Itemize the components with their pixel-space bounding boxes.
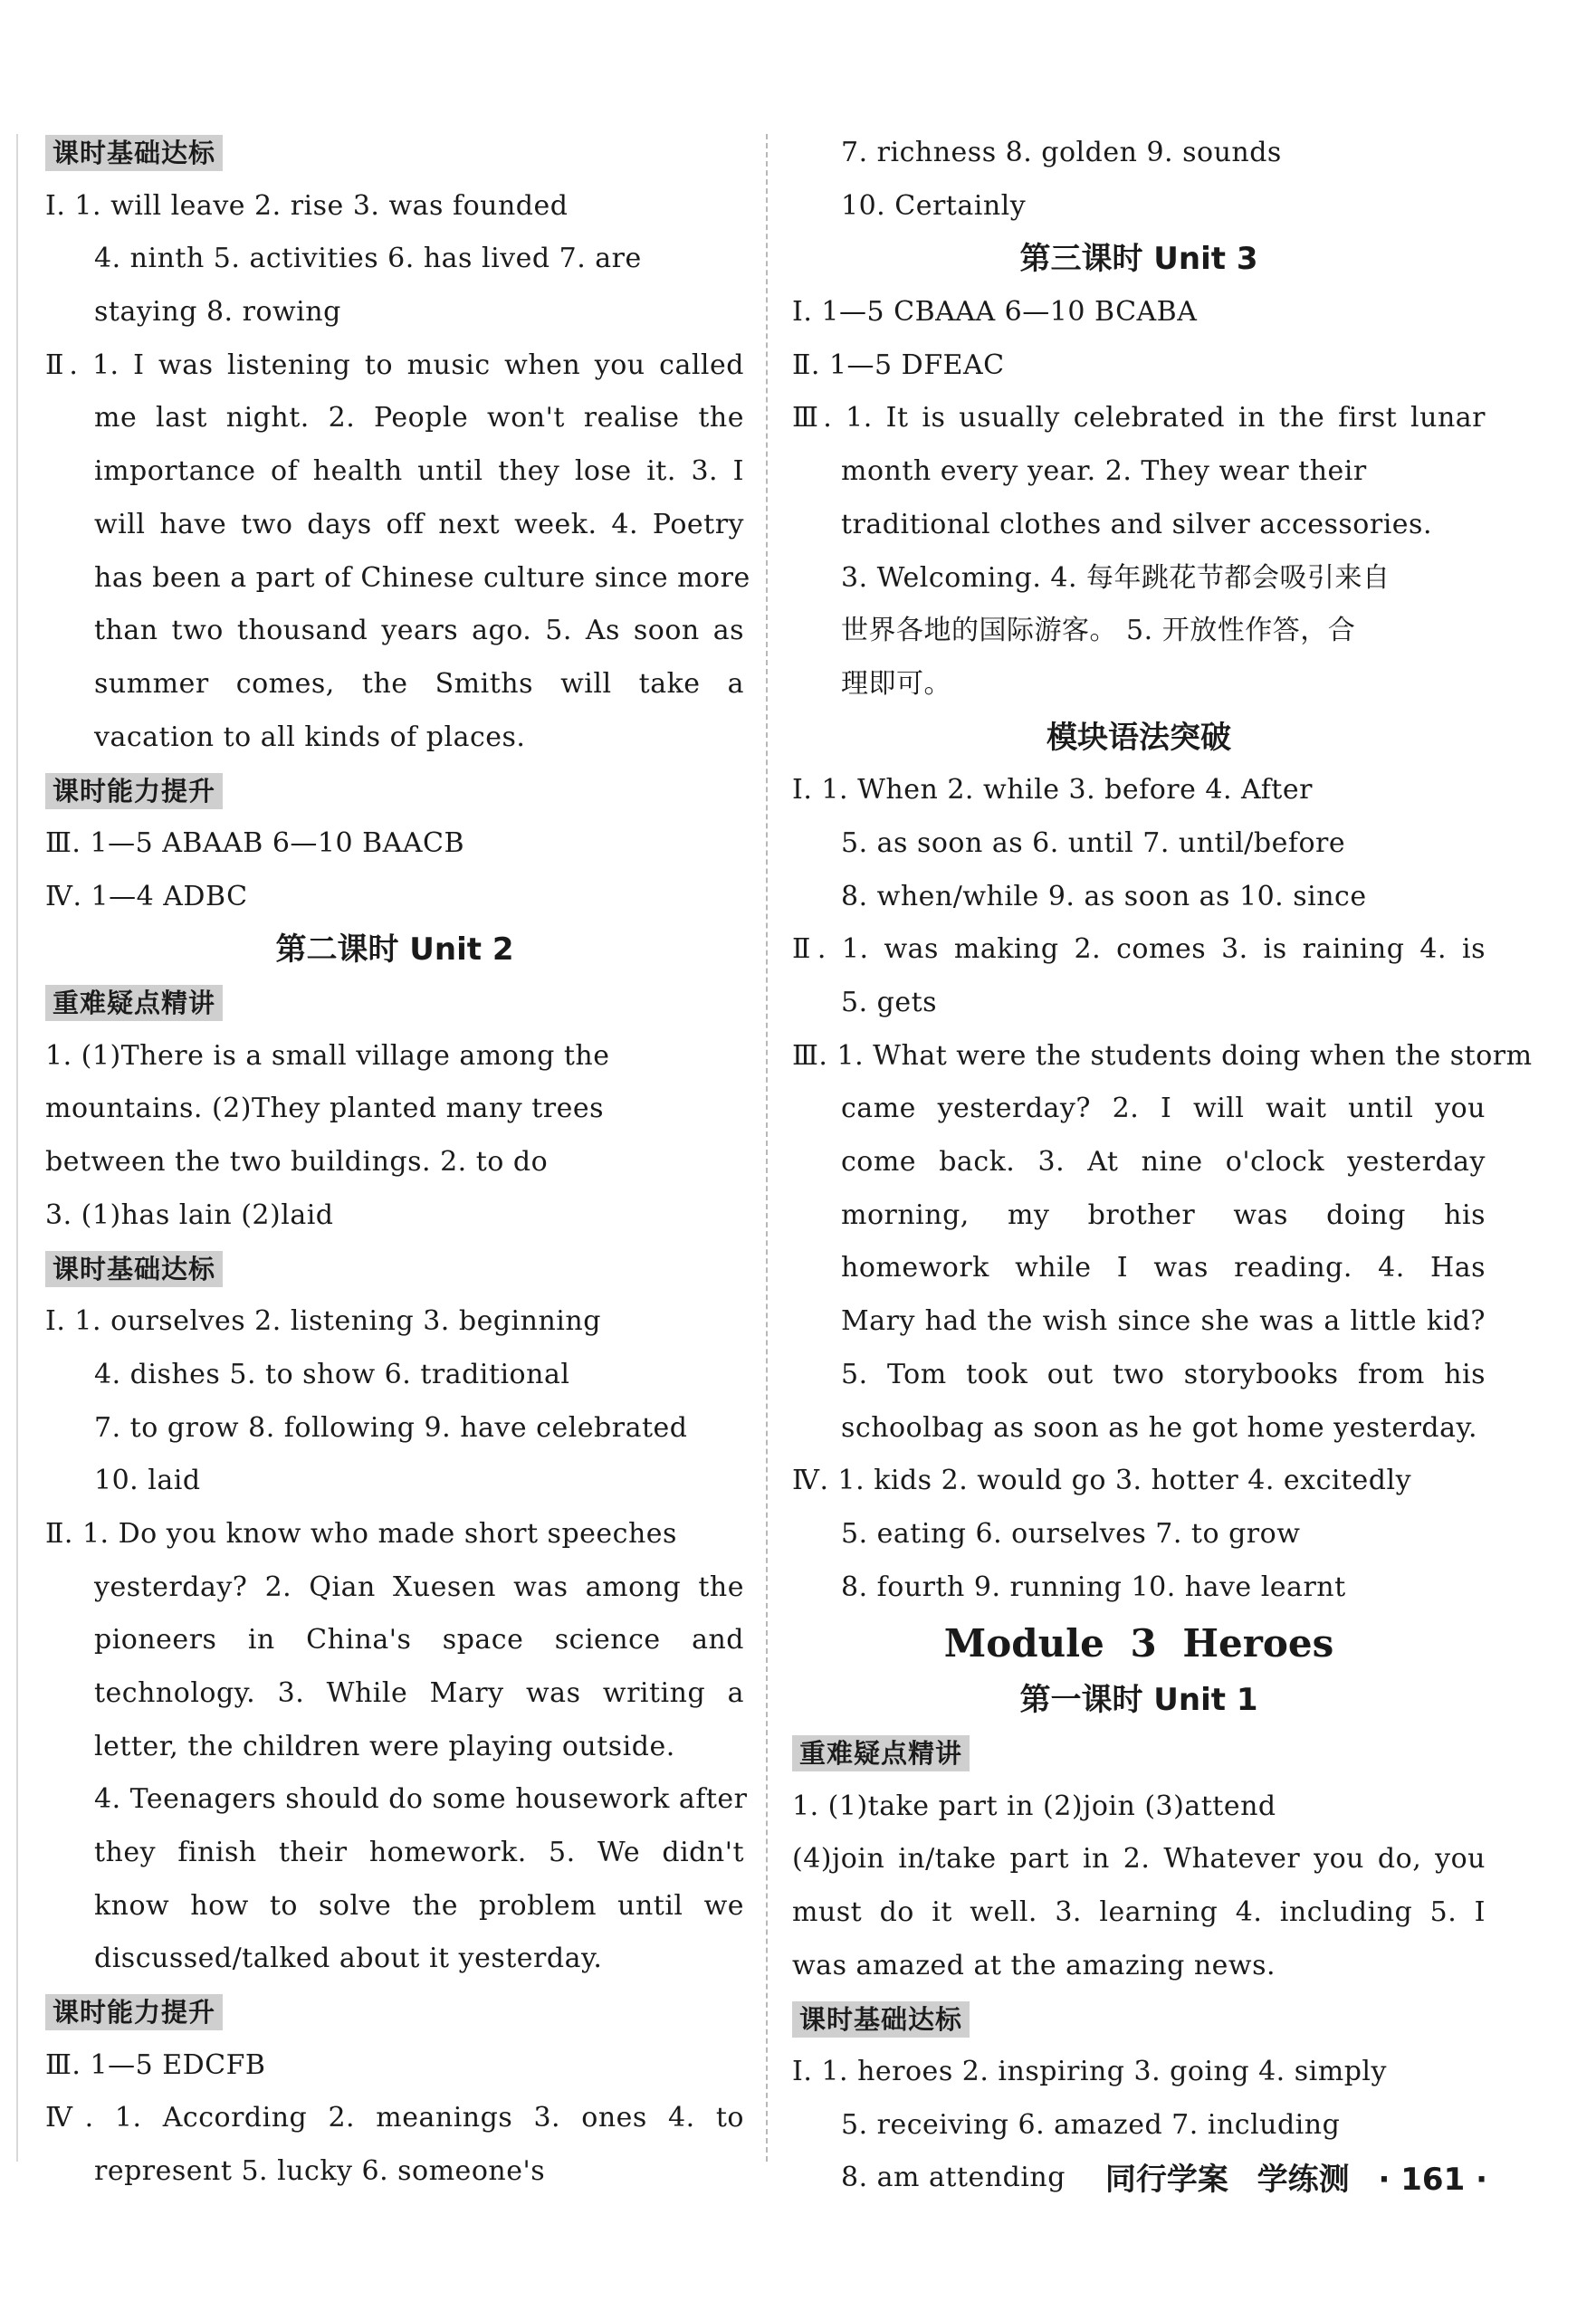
answer-line: homework while I was reading. 4. Has [841,1252,1486,1284]
answer-line: 理即可。 [841,667,951,700]
answer-line: 4. ninth 5. activities 6. has lived 7. are [94,243,642,275]
answer-line: Ⅰ. 1—5 CBAAA 6—10 BCABA [792,296,1198,329]
answer-line: between the two buildings. 2. to do [45,1146,549,1179]
footer-brand: 同行学案 [1104,2162,1228,2198]
answer-line: 7. to grow 8. following 9. have celebrated [94,1411,688,1444]
answer-line: pioneers in China's space science and [94,1624,744,1656]
section-tag-row [792,1992,1486,2046]
section-tag: 课时能力提升 [45,1994,223,2030]
section-tag: 重难疑点精讲 [792,1735,970,1771]
lesson-heading: 第二课时 Unit 2 [275,931,514,969]
answer-line: mountains. (2)They planted many trees [45,1093,605,1125]
answer-line: Mary had the wish since she was a little kid? [841,1305,1486,1338]
page-number: · 161 · [1378,2162,1487,2198]
module-heading: Module 3 Heroes [943,1621,1334,1666]
answer-line: 5. Tom took out two storybooks from his [841,1358,1486,1390]
section-tag: 重难疑点精讲 [45,985,223,1021]
column-divider [766,134,768,2162]
answer-line: represent 5. lucky 6. someone's [94,2155,546,2188]
answer-line: will have two days off next week. 4. Poetry [94,508,744,540]
section-tag-row [45,764,744,817]
answer-line: must do it well. 3. learning 4. including 5. I [792,1896,1486,1928]
answer-line: discussed/talked about it yesterday. [94,1943,603,1975]
answer-line: 5. eating 6. ourselves 7. to grow [841,1517,1301,1550]
answer-line: month every year. 2. They wear their [841,455,1367,488]
answer-line: 5. gets [841,987,938,1018]
lesson-heading: 第一课时 Unit 1 [1019,1682,1258,1719]
answer-line: yesterday? 2. Qian Xuesen was among the [94,1571,744,1603]
answer-line: 4. Teenagers should do some housework after [94,1783,748,1816]
right-column [792,127,1533,2205]
answer-line: Ⅳ. 1. kids 2. would go 3. hotter 4. excitedly [792,1465,1412,1497]
answer-line: 10. laid [94,1465,201,1497]
section-tag-row [792,1727,1486,1781]
answer-line: than two thousand years ago. 5. As soon as [94,615,744,647]
section-tag-row [45,1986,744,2039]
answer-line: vacation to all kinds of places. [94,721,526,753]
section-tag-row [45,977,744,1030]
answer-line: 1. (1)take part in (2)join (3)attend [792,1790,1276,1822]
answer-line: 3. (1)has lain (2)laid [45,1198,334,1231]
answer-line: 8. fourth 9. running 10. have learnt [841,1571,1346,1603]
answer-line: 5. as soon as 6. until 7. until/before [841,826,1346,859]
left-margin-rule [16,134,18,2162]
section-tag: 课时能力提升 [45,773,223,809]
answer-line: traditional clothes and silver accessories. [841,508,1432,540]
answer-line: they finish their homework. 5. We didn't [94,1837,744,1868]
answer-line: morning, my brother was doing his [841,1198,1486,1231]
answer-line: Ⅱ. 1. Do you know who made short speeches [45,1517,677,1550]
answer-line: Ⅱ. 1—5 DFEAC [792,348,1005,381]
section-tag-row [45,1242,744,1295]
answer-line: 8. when/while 9. as soon as 10. since [841,880,1367,912]
lesson-heading: 第三课时 Unit 3 [1019,241,1258,278]
answer-line: 4. dishes 5. to show 6. traditional [94,1358,570,1390]
answer-line: schoolbag as soon as he got home yesterday. [841,1411,1478,1444]
answer-line: was amazed at the amazing news. [792,1949,1276,1981]
answer-line: importance of health until they lose it. 3. I [94,455,744,488]
left-column [45,127,750,2199]
answer-line: Ⅰ. 1. ourselves 2. listening 3. beginning [45,1305,601,1338]
answer-line: 5. receiving 6. amazed 7. including [841,2108,1341,2141]
answer-line: Ⅳ. 1—4 ADBC [45,880,248,912]
section-tag: 课时基础达标 [792,2001,970,2038]
answer-line: Ⅲ. 1—5 EDCFB [45,2048,266,2081]
answer-line: Ⅱ. 1. was making 2. comes 3. is raining 4. is [792,933,1486,966]
answer-line: Ⅳ. 1. According 2. meanings 3. ones 4. to [45,2102,744,2134]
section-tag: 课时基础达标 [45,1251,223,1287]
answer-line: (4)join in/take part in 2. Whatever you do, you [792,1843,1486,1876]
answer-line: summer comes, the Smiths will take a [94,667,744,700]
answer-line: know how to solve the problem until we [94,1889,744,1922]
answer-line: 7. richness 8. golden 9. sounds [841,137,1282,168]
section-tag-row [45,127,744,180]
footer-series: 学练测 [1257,2162,1350,2198]
answer-line: Ⅰ. 1. heroes 2. inspiring 3. going 4. simply [792,2056,1387,2088]
answer-line: 10. Certainly [841,189,1027,222]
answer-line: come back. 3. At nine o'clock yesterday [841,1146,1486,1179]
answer-line: has been a part of Chinese culture since more [94,561,750,594]
answer-line: 1. (1)There is a small village among the [45,1039,610,1072]
answer-line: Ⅱ. 1. I was listening to music when you called [45,348,744,381]
answer-line: came yesterday? 2. I will wait until you [841,1093,1486,1125]
answer-line: Ⅲ. 1. What were the students doing when the storm [792,1039,1533,1072]
answer-line: 8. am attending [841,2162,1066,2194]
answer-line: staying 8. rowing [94,296,341,329]
answer-line: 世界各地的国际游客。 5. 开放性作答，合 [841,615,1356,647]
answer-line: 3. Welcoming. 4. 每年跳花节都会吸引来自 [841,561,1391,594]
answer-line: Ⅰ. 1. will leave 2. rise 3. was founded [45,189,569,222]
answer-line: Ⅲ. 1—5 ABAAB 6—10 BAACB [45,826,465,859]
section-tag: 课时基础达标 [45,135,223,171]
answer-line: letter, the children were playing outside. [94,1730,675,1762]
answer-line: technology. 3. While Mary was writing a [94,1676,744,1709]
lesson-heading: 模块语法突破 [1046,719,1231,756]
answer-line: me last night. 2. People won't realise the [94,402,744,434]
answer-line: Ⅲ. 1. It is usually celebrated in the first lunar [792,402,1486,434]
answer-line: Ⅰ. 1. When 2. while 3. before 4. After [792,774,1313,807]
page-footer [1087,2154,1487,2199]
